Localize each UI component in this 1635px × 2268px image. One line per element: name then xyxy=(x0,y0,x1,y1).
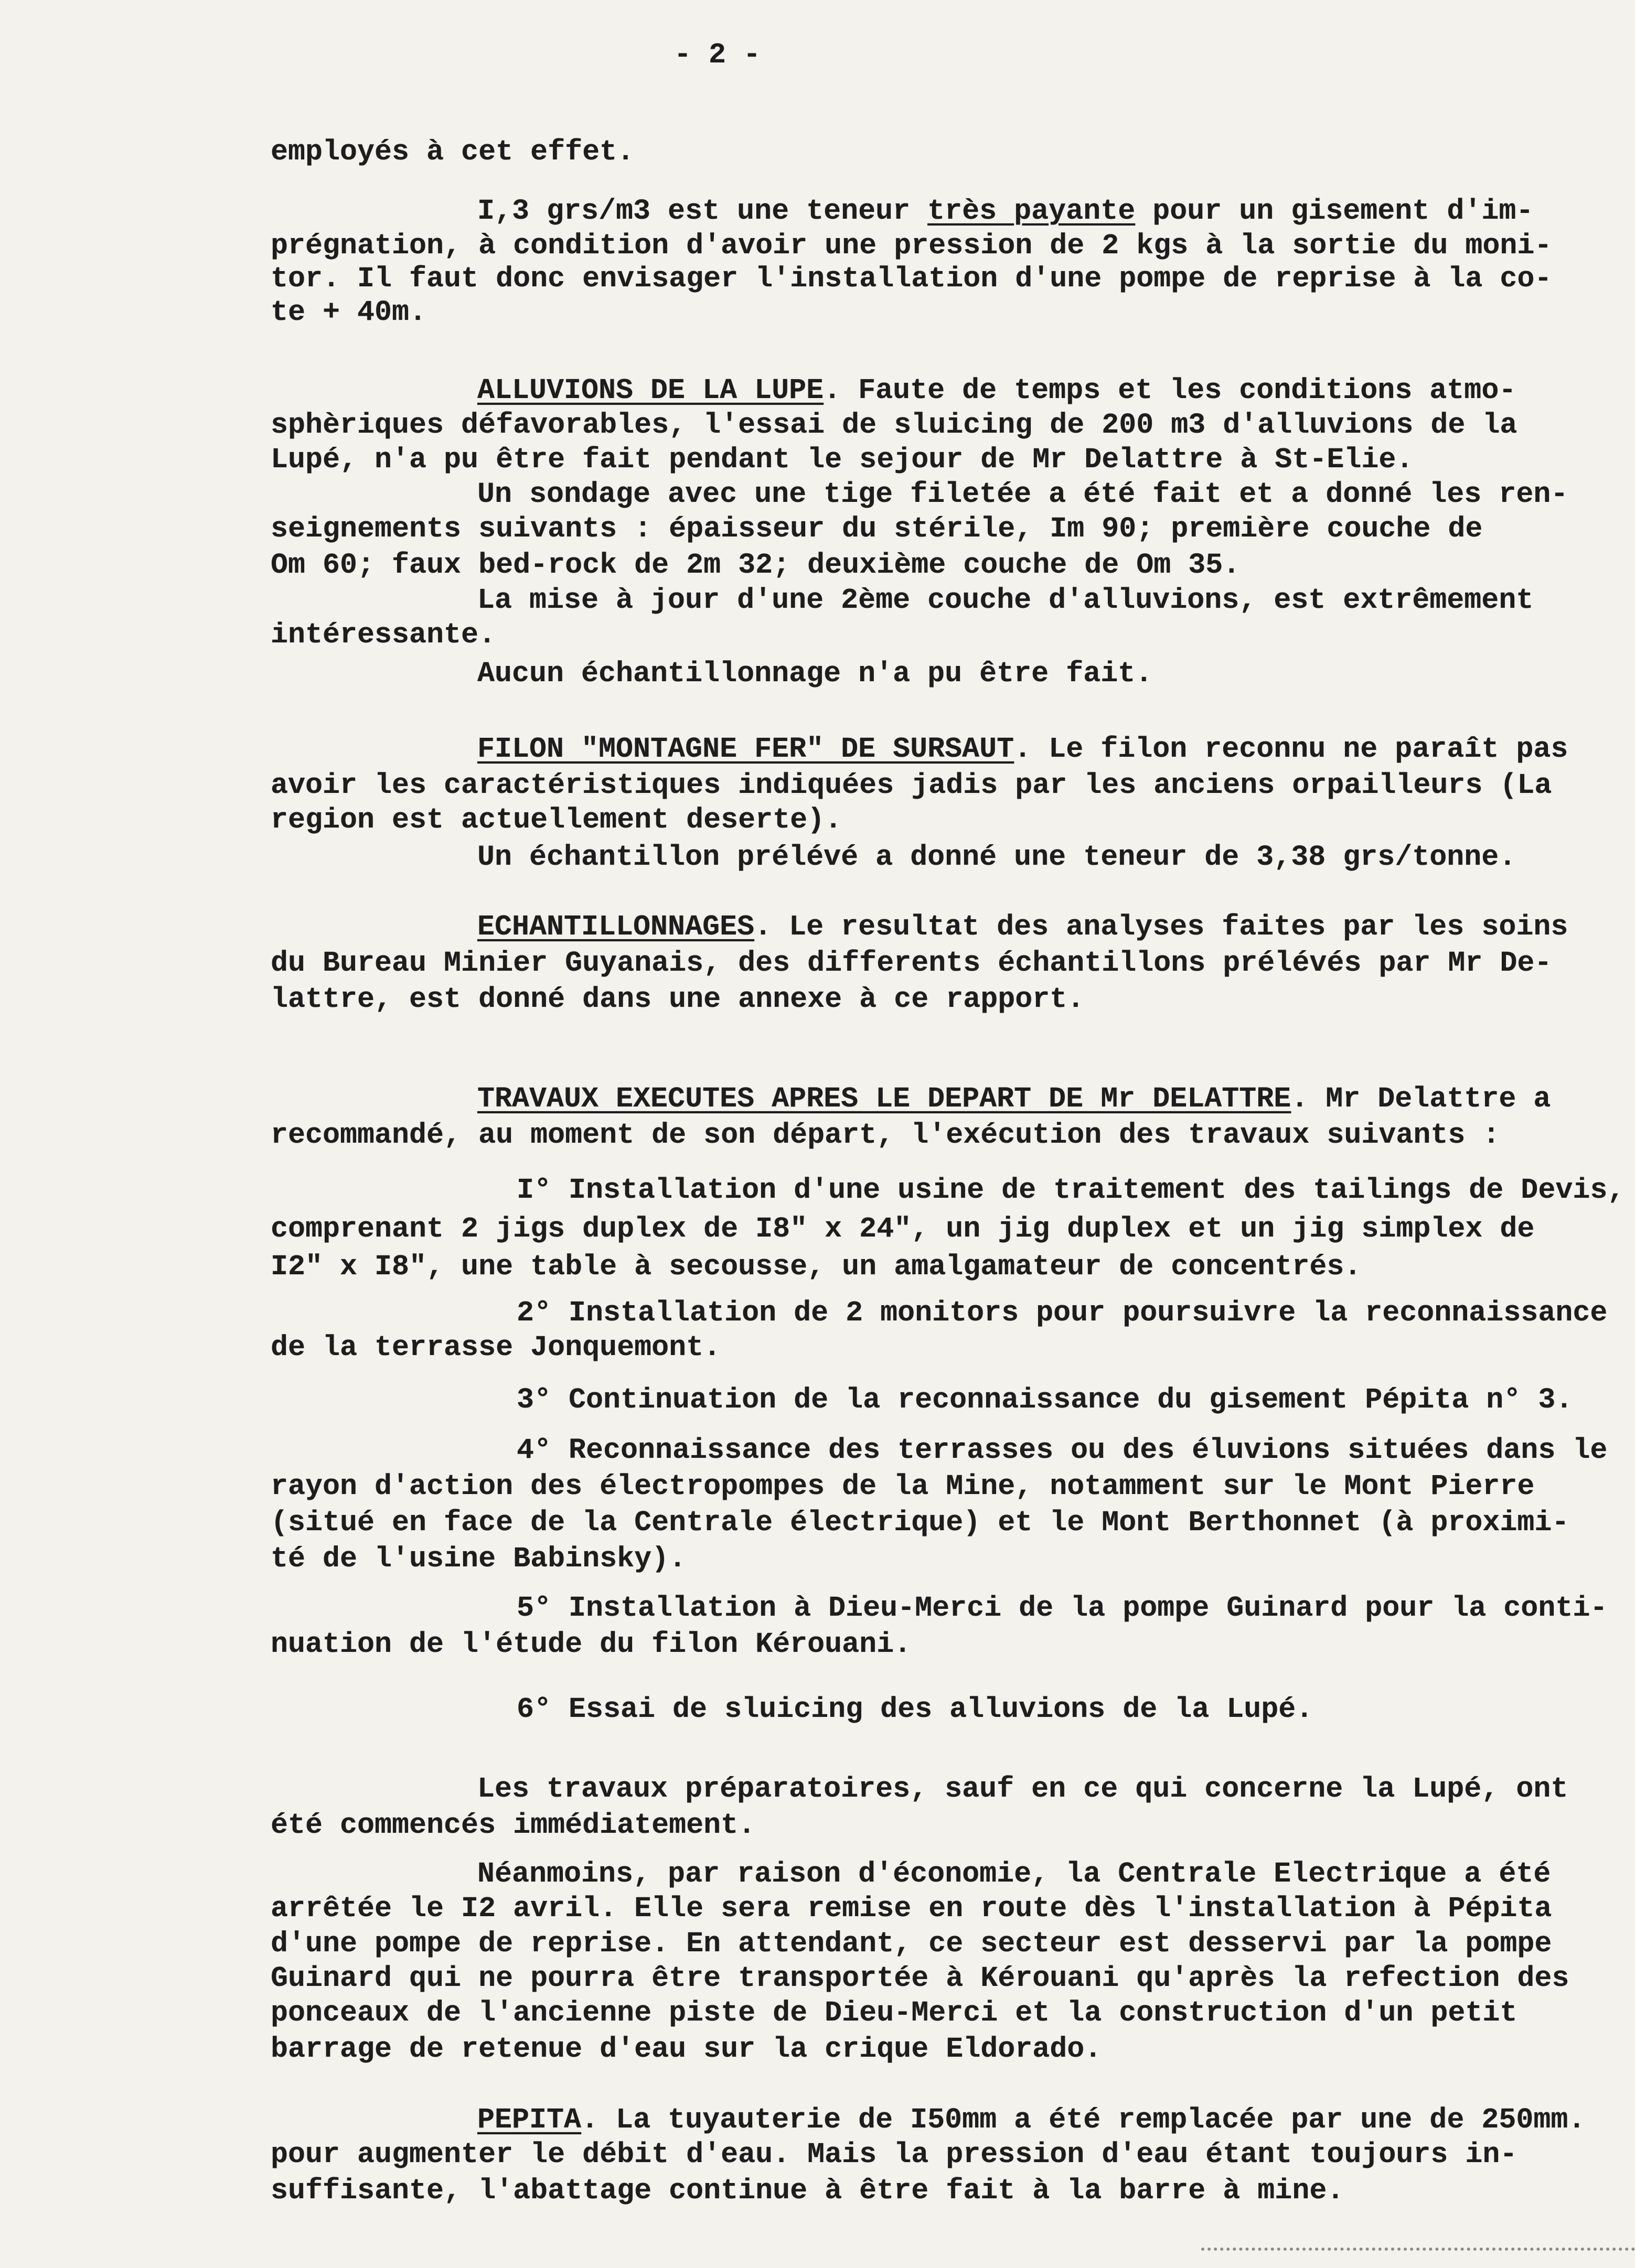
underlined-emphasis: très payante xyxy=(927,195,1136,228)
text-segment: . Faute de temps et les conditions atmo- xyxy=(824,374,1516,407)
list-item: 2° Installation de 2 monitors pour poursuivre la reconnaissance xyxy=(517,1296,1608,1329)
section-heading: FILON "MONTAGNE FER" DE SURSAUT xyxy=(477,733,1014,766)
text-line: rayon d'action des électropompes de la Mine, notamment sur le Mont Pierre xyxy=(271,1470,1535,1503)
text-segment: . Le filon reconnu ne paraît pas xyxy=(1014,733,1568,766)
text-segment: pour un gisement d'im- xyxy=(1135,195,1534,228)
section-heading: PEPITA xyxy=(477,2103,582,2136)
text-line: tor. Il faut donc envisager l'installation d'une pompe de reprise à la co- xyxy=(271,262,1552,295)
section-heading: ALLUVIONS DE LA LUPE xyxy=(477,374,824,407)
list-item: 3° Continuation de la reconnaissance du gisement Pépita n° 3. xyxy=(517,1383,1573,1416)
text-line: Om 60; faux bed-rock de 2m 32; deuxième couche de Om 35. xyxy=(271,549,1241,582)
text-line: (situé en face de la Centrale électrique) et le Mont Berthonnet (à proximi- xyxy=(271,1506,1569,1539)
text-line: té de l'usine Babinsky). xyxy=(271,1542,687,1575)
text-line xyxy=(477,910,1568,944)
text-line: region est actuellement deserte). xyxy=(271,803,842,836)
text-line: Néanmoins, par raison d'économie, la Centrale Electrique a été xyxy=(477,1857,1551,1890)
text-line: prégnation, à condition d'avoir une pression de 2 kgs à la sortie du moni- xyxy=(271,229,1552,262)
text-line: lattre, est donné dans une annexe à ce rapport. xyxy=(271,983,1085,1016)
text-line: suffisante, l'abattage continue à être fait à la barre à mine. xyxy=(271,2174,1344,2207)
text-line: seignements suivants : épaisseur du stérile, Im 90; première couche de xyxy=(271,512,1483,545)
section-heading: ECHANTILLONNAGES xyxy=(477,910,755,943)
list-item: 4° Reconnaissance des terrasses ou des éluvions situées dans le xyxy=(517,1434,1608,1467)
page-number: - 2 - xyxy=(674,38,761,71)
text-line: barrage de retenue d'eau sur la crique Eldorado. xyxy=(271,2033,1102,2066)
perforation-edge xyxy=(1201,2248,1635,2251)
text-line xyxy=(477,1082,1551,1116)
text-line: de la terrasse Jonquemont. xyxy=(271,1331,721,1364)
text-line: ponceaux de l'ancienne piste de Dieu-Merci et la construction d'un petit xyxy=(271,1996,1518,2029)
text-line: du Bureau Minier Guyanais, des differents échantillons prélévés par Mr De- xyxy=(271,947,1552,980)
text-line: Un échantillon prélévé a donné une teneur de 3,38 grs/tonne. xyxy=(477,841,1516,874)
text-segment: . La tuyauterie de I50mm a été remplacée par une de 250mm. xyxy=(581,2103,1586,2136)
text-line xyxy=(477,732,1568,767)
text-line: avoir les caractéristiques indiquées jadis par les anciens orpailleurs (La xyxy=(271,769,1552,802)
text-line: Guinard qui ne pourra être transportée à Kérouani qu'après la refection des xyxy=(271,1962,1569,1995)
text-line: I2" x I8", une table à secousse, un amalgamateur de concentrés. xyxy=(271,1250,1362,1283)
list-item: I° Installation d'une usine de traitement des tailings de Devis, xyxy=(517,1174,1625,1207)
text-line: été commencés immédiatement. xyxy=(271,1809,756,1842)
text-line: te + 40m. xyxy=(271,296,427,329)
text-line: nuation de l'étude du filon Kérouani. xyxy=(271,1628,912,1661)
list-item: 6° Essai de sluicing des alluvions de la Lupé. xyxy=(517,1693,1313,1726)
text-line: La mise à jour d'une 2ème couche d'alluvions, est extrêmement xyxy=(477,584,1534,617)
text-line: arrêtée le I2 avril. Elle sera remise en route dès l'installation à Pépita xyxy=(271,1892,1552,1925)
text-line: pour augmenter le débit d'eau. Mais la pression d'eau étant toujours in- xyxy=(271,2138,1518,2171)
text-line: Un sondage avec une tige filetée a été fait et a donné les ren- xyxy=(477,478,1568,511)
text-line xyxy=(477,373,1516,408)
text-line: d'une pompe de reprise. En attendant, ce secteur est desservi par la pompe xyxy=(271,1927,1552,1960)
list-item: 5° Installation à Dieu-Merci de la pompe Guinard pour la conti- xyxy=(517,1592,1608,1625)
text-line: Les travaux préparatoires, sauf en ce qui concerne la Lupé, ont xyxy=(477,1772,1568,1805)
text-line: Aucun échantillonnage n'a pu être fait. xyxy=(477,657,1153,690)
section-heading: TRAVAUX EXECUTES APRES LE DEPART DE Mr DELATTRE xyxy=(477,1082,1291,1115)
text-line: intéressante. xyxy=(271,618,496,651)
text-segment: I,3 grs/m3 est une teneur xyxy=(477,195,928,228)
text-segment: . Mr Delattre a xyxy=(1291,1082,1551,1115)
text-segment: . Le resultat des analyses faites par les soins xyxy=(754,910,1568,943)
text-line xyxy=(477,194,1533,229)
text-line: employés à cet effet. xyxy=(271,135,635,168)
text-line xyxy=(477,2103,1585,2137)
text-line: recommandé, au moment de son départ, l'exécution des travaux suivants : xyxy=(271,1119,1500,1152)
text-line: Lupé, n'a pu être fait pendant le sejour de Mr Delattre à St-Elie. xyxy=(271,443,1414,476)
text-line: sphèriques défavorables, l'essai de sluicing de 200 m3 d'alluvions de la xyxy=(271,409,1518,442)
text-line: comprenant 2 jigs duplex de I8" x 24", un jig duplex et un jig simplex de xyxy=(271,1212,1535,1245)
